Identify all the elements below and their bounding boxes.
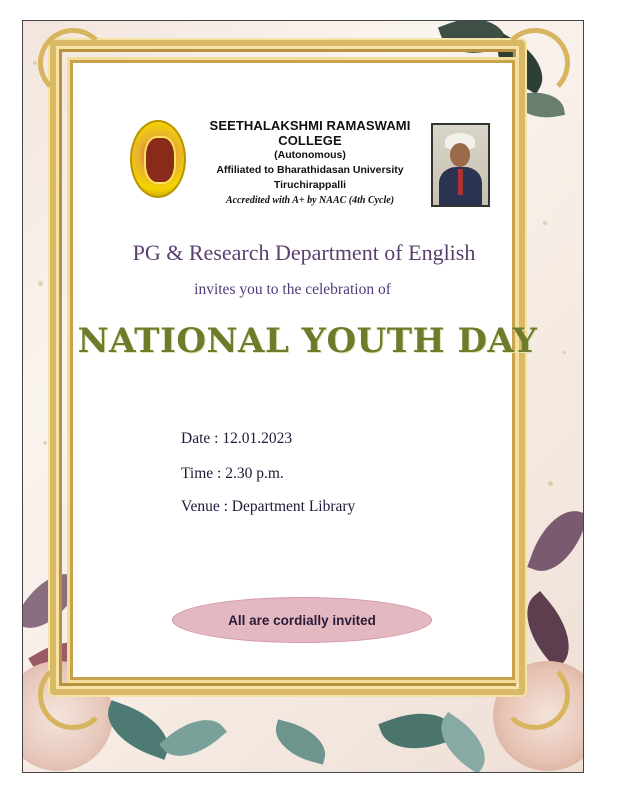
event-time: Time : 2.30 p.m. <box>181 465 284 482</box>
photo-face <box>450 143 470 167</box>
decor-leaf <box>527 501 584 580</box>
cordially-invited-text: All are cordially invited <box>228 612 376 628</box>
college-header <box>190 118 430 208</box>
decor-speckle <box>38 281 43 286</box>
event-venue: Venue : Department Library <box>181 498 356 515</box>
college-accreditation: Accredited with A+ by NAAC (4th Cycle) <box>225 195 395 206</box>
founder-photo <box>431 123 490 207</box>
college-logo-emblem <box>144 136 176 184</box>
cordially-invited-badge <box>172 597 432 643</box>
photo-tie <box>458 169 463 195</box>
department-title: PG & Research Department of English <box>132 240 476 265</box>
invitation-line: invites you to the celebration of <box>194 281 391 298</box>
decor-speckle <box>43 441 47 445</box>
college-status: (Autonomous) <box>274 149 346 161</box>
college-affiliation: Affiliated to Bharathidasan University <box>216 164 404 176</box>
decor-speckle <box>563 351 566 354</box>
college-logo <box>130 120 186 198</box>
event-title: NATIONAL YOUTH DAY <box>77 321 538 361</box>
decor-leaf <box>270 719 331 764</box>
event-date: Date : 12.01.2023 <box>181 430 293 447</box>
college-name: SEETHALAKSHMI RAMASWAMI COLLEGE <box>209 118 411 148</box>
decor-speckle <box>33 61 37 65</box>
college-city: Tiruchirappalli <box>273 179 347 191</box>
decor-speckle <box>543 221 547 225</box>
decor-speckle <box>548 481 553 486</box>
decor-leaf <box>159 706 227 771</box>
